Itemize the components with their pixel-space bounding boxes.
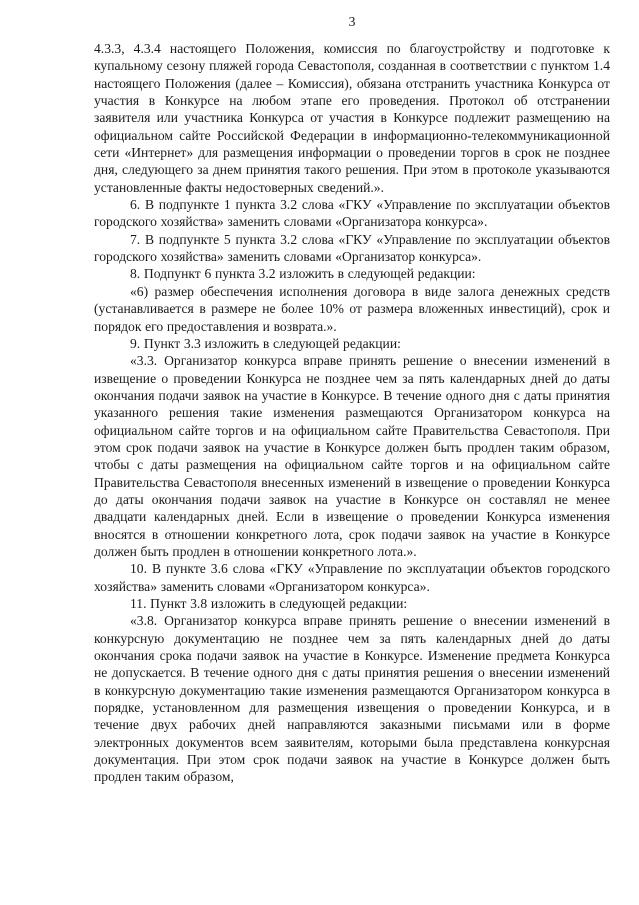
paragraph-item-10: 10. В пункте 3.6 слова «ГКУ «Управление по эксплуатации объектов городского хозяйства» заменить словами «Организатором конкурса».	[94, 561, 610, 594]
paragraph-item-6: 6. В подпункте 1 пункта 3.2 слова «ГКУ «Управление по эксплуатации объектов городского хозяйства» заменить словами «Организатора конкурса».	[94, 197, 610, 230]
paragraph-item-8-text: «6) размер обеспечения исполнения договора в виде залога денежных средств (устанавливается в размере не более 10% от размера вложенных инвестиций), срок и порядок его предоставления и возврата.».	[94, 283, 610, 334]
paragraph-continuation: 4.3.3, 4.3.4 настоящего Положения, комиссия по благоустройству и подготовке к купальному сезону пляжей города Севастополя, созданная в соответствии с пунктом 1.4 настоящего Положения (далее – Комиссия), обязана отстранить участника Конкурса от участия в Конкурсе на любом этапе его проведения. Протокол об отстранении заявителя или участника Конкурса от участия в Конкурсе подлежит размещению на официальном сайте Российской Федерации в информационно-телекоммуникационной сети «Интернет» для размещения информации о проведении торгов в срок не позднее дня, следующего за днем принятия такого решения. При этом в протоколе указываются установленные факты недостоверных сведений.».	[94, 41, 610, 195]
page-number: 3	[348, 14, 356, 29]
paragraph-item-11: 11. Пункт 3.8 изложить в следующей редакции:	[130, 596, 408, 611]
paragraph-item-11-text: «3.8. Организатор конкурса вправе принять решение о внесении изменений в конкурсную документацию не позднее чем за пять календарных дней до даты окончания срока подачи заявок на участие в Конкурсе. Изменение предмета Конкурса не допускается. В течение одного дня с даты принятия решения о внесении изменений в конкурсную документацию такие изменения размещаются Организатором конкурса в порядке, установленном для размещения извещения о проведении Конкурса, и в течение двух рабочих дней направляются заказными письмами или в форме электронных документов всем заявителям, которыми была представлена конкурсная документация. При этом срок подачи заявок на участие в Конкурсе должен быть продлен таким образом,	[94, 613, 610, 785]
paragraph-item-9-text: «3.3. Организатор конкурса вправе принять решение о внесении изменений в извещение о проведении Конкурса не позднее чем за пять календарных дней до даты окончания подачи заявок на участие в Конкурсе. В течение одного дня с даты принятия указанного решения такие изменения размещаются Организатором конкурса на официальном сайте торгов и на официальном сайте Правительства Севастополя. При этом срок подачи заявок на участие в Конкурсе должен быть продлен таким образом, чтобы с даты размещения на официальном сайте торгов и на официальном сайте Правительства Севастополя внесенных изменений в извещение о проведении Конкурса до даты окончания подачи заявок на участие в Конкурсе он составлял не менее двадцати календарных дней. Если в извещение о проведении Конкурса изменения вносятся в отношении конкретного лота, срок подачи заявок на участие в Конкурсе должен быть продлен в отношении конкретного лота.».	[94, 353, 610, 559]
paragraph-item-9: 9. Пункт 3.3 изложить в следующей редакции:	[130, 335, 401, 351]
paragraph-item-7: 7. В подпункте 5 пункта 3.2 слова «ГКУ «Управление по эксплуатации объектов городского хозяйства» заменить словами «Организатор конкурса».	[94, 231, 610, 265]
paragraph-item-8: 8. Подпункт 6 пункта 3.2 изложить в следующей редакции:	[130, 266, 476, 282]
